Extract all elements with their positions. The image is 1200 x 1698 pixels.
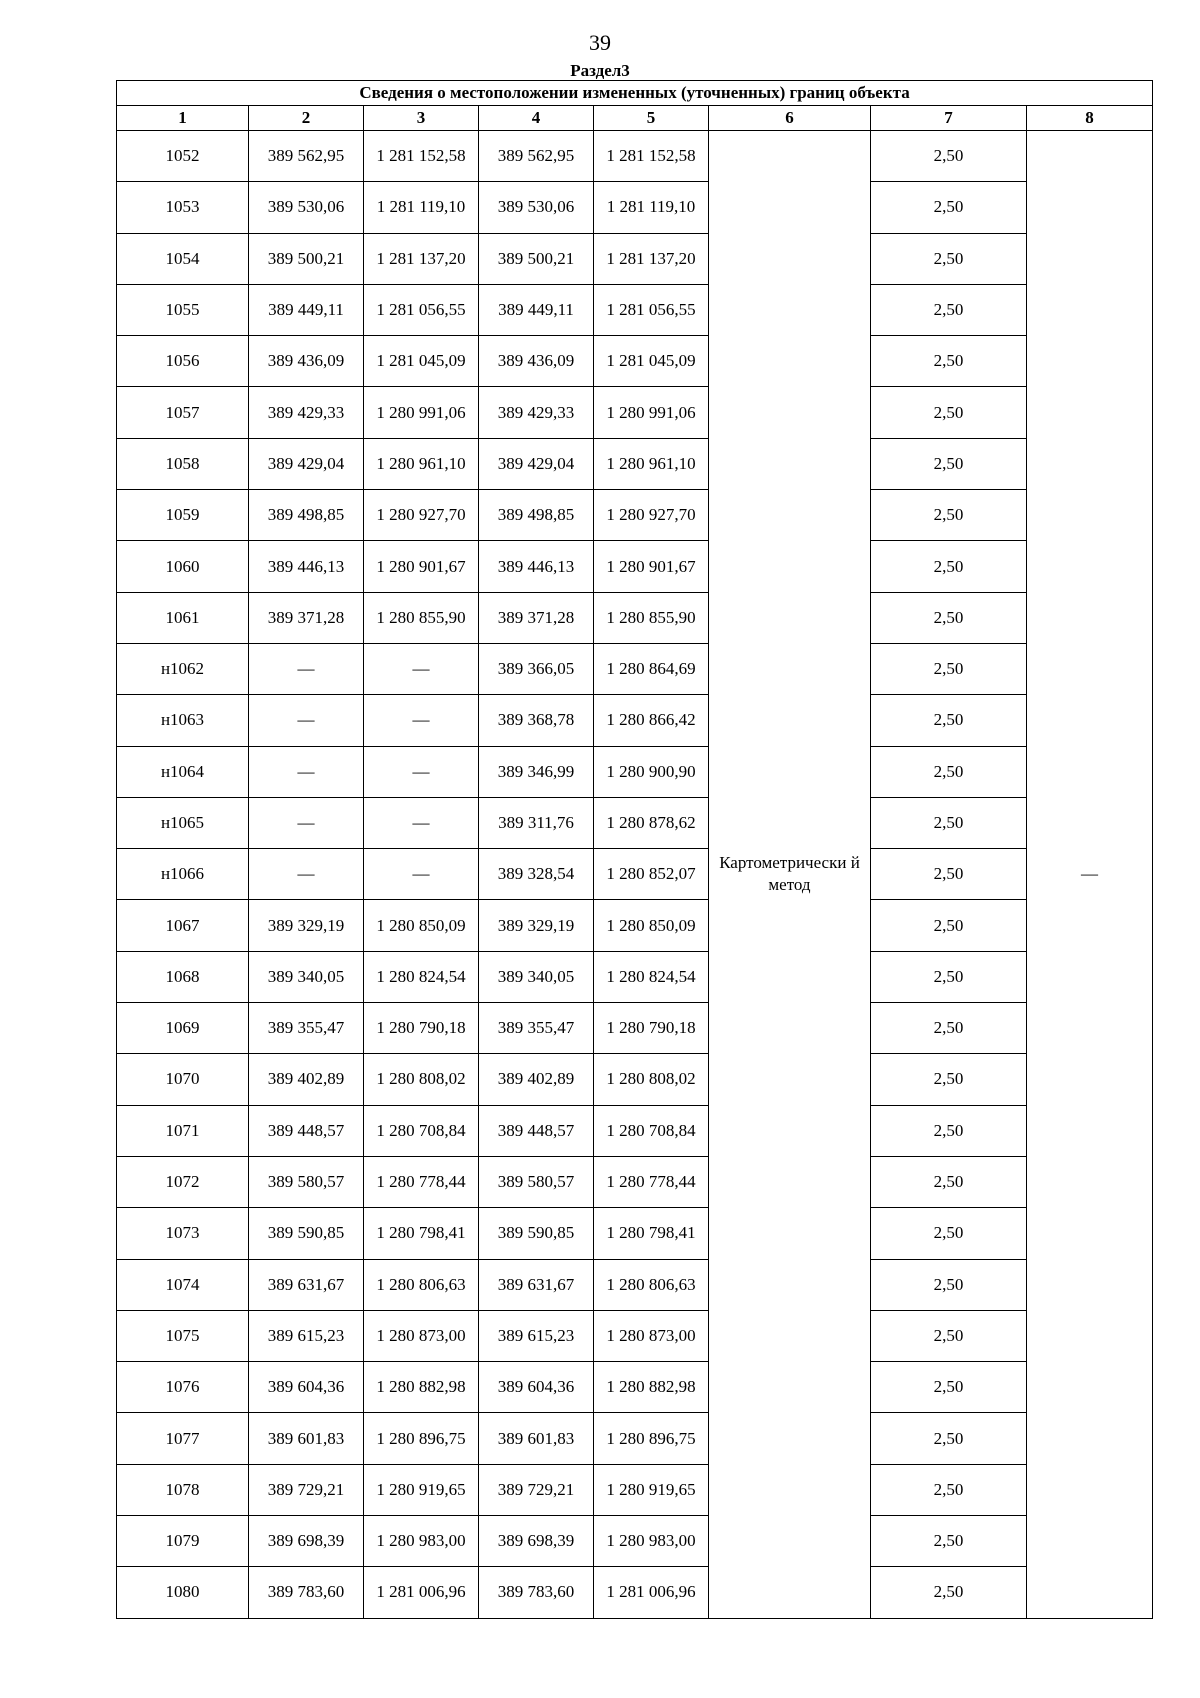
point-number-cell: 1068 (117, 951, 249, 1002)
new-x-cell: 389 590,85 (479, 1208, 594, 1259)
new-x-cell: 389 530,06 (479, 182, 594, 233)
point-number-cell: 1069 (117, 1003, 249, 1054)
table-row (117, 1003, 1153, 1054)
table-row (117, 336, 1153, 387)
table-row (117, 1567, 1153, 1618)
old-y-cell: 1 280 798,41 (364, 1208, 479, 1259)
accuracy-cell: 2,50 (871, 1567, 1027, 1618)
accuracy-cell: 2,50 (871, 849, 1027, 900)
new-x-cell: 389 368,78 (479, 695, 594, 746)
old-y-cell: 1 280 850,09 (364, 900, 479, 951)
table-row (117, 490, 1153, 541)
old-x-cell: 389 601,83 (249, 1413, 364, 1464)
new-x-cell: 389 729,21 (479, 1464, 594, 1515)
table-title: Сведения о местоположении измененных (уточненных) границ объекта (117, 81, 1153, 106)
new-y-cell: 1 280 790,18 (594, 1003, 709, 1054)
old-x-cell: 389 429,04 (249, 438, 364, 489)
table-row (117, 1054, 1153, 1105)
old-y-cell: 1 280 708,84 (364, 1105, 479, 1156)
old-x-cell: 389 530,06 (249, 182, 364, 233)
old-y-cell: 1 280 991,06 (364, 387, 479, 438)
new-y-cell: 1 280 708,84 (594, 1105, 709, 1156)
new-x-cell: 389 604,36 (479, 1362, 594, 1413)
new-x-cell: 389 346,99 (479, 746, 594, 797)
column-number-7: 7 (871, 106, 1027, 131)
point-number-cell: 1072 (117, 1156, 249, 1207)
point-number-cell: н1062 (117, 643, 249, 694)
new-x-cell: 389 601,83 (479, 1413, 594, 1464)
old-x-cell: — (249, 746, 364, 797)
new-y-cell: 1 280 855,90 (594, 592, 709, 643)
old-x-cell: 389 783,60 (249, 1567, 364, 1618)
new-y-cell: 1 280 852,07 (594, 849, 709, 900)
column-number-5: 5 (594, 106, 709, 131)
old-x-cell: 389 446,13 (249, 541, 364, 592)
point-number-cell: 1056 (117, 336, 249, 387)
point-number-cell: 1070 (117, 1054, 249, 1105)
table-row (117, 951, 1153, 1002)
point-number-cell: 1076 (117, 1362, 249, 1413)
table-row (117, 1208, 1153, 1259)
old-x-cell: — (249, 849, 364, 900)
column-number-row (117, 106, 1153, 131)
accuracy-cell: 2,50 (871, 1362, 1027, 1413)
table-row (117, 284, 1153, 335)
table-row (117, 1362, 1153, 1413)
section-heading: Раздел3 (570, 61, 630, 80)
old-x-cell: 389 590,85 (249, 1208, 364, 1259)
column-number-8: 8 (1027, 106, 1153, 131)
new-y-cell: 1 280 927,70 (594, 490, 709, 541)
old-x-cell: 389 402,89 (249, 1054, 364, 1105)
old-x-cell: 389 729,21 (249, 1464, 364, 1515)
new-x-cell: 389 402,89 (479, 1054, 594, 1105)
old-y-cell: 1 280 855,90 (364, 592, 479, 643)
table-row (117, 182, 1153, 233)
old-x-cell: 389 562,95 (249, 131, 364, 182)
old-x-cell: 389 500,21 (249, 233, 364, 284)
old-y-cell: 1 280 808,02 (364, 1054, 479, 1105)
accuracy-cell: 2,50 (871, 131, 1027, 182)
accuracy-cell: 2,50 (871, 797, 1027, 848)
old-x-cell: 389 371,28 (249, 592, 364, 643)
new-x-cell: 389 329,19 (479, 900, 594, 951)
table-row (117, 1413, 1153, 1464)
new-x-cell: 389 698,39 (479, 1516, 594, 1567)
new-y-cell: 1 280 878,62 (594, 797, 709, 848)
table-row (117, 131, 1153, 182)
point-number-cell: 1055 (117, 284, 249, 335)
old-x-cell: 389 604,36 (249, 1362, 364, 1413)
new-y-cell: 1 281 137,20 (594, 233, 709, 284)
old-x-cell: 389 498,85 (249, 490, 364, 541)
accuracy-cell: 2,50 (871, 1208, 1027, 1259)
accuracy-cell: 2,50 (871, 1516, 1027, 1567)
accuracy-cell: 2,50 (871, 746, 1027, 797)
new-y-cell: 1 281 056,55 (594, 284, 709, 335)
old-x-cell: 389 615,23 (249, 1310, 364, 1361)
new-x-cell: 389 562,95 (479, 131, 594, 182)
accuracy-cell: 2,50 (871, 490, 1027, 541)
accuracy-cell: 2,50 (871, 1310, 1027, 1361)
old-x-cell: 389 631,67 (249, 1259, 364, 1310)
old-y-cell: 1 280 927,70 (364, 490, 479, 541)
new-y-cell: 1 280 824,54 (594, 951, 709, 1002)
table-row (117, 695, 1153, 746)
point-number-cell: 1074 (117, 1259, 249, 1310)
new-y-cell: 1 281 045,09 (594, 336, 709, 387)
old-x-cell: — (249, 797, 364, 848)
accuracy-cell: 2,50 (871, 1105, 1027, 1156)
table-row (117, 746, 1153, 797)
new-x-cell: 389 429,04 (479, 438, 594, 489)
table-row (117, 387, 1153, 438)
new-x-cell: 389 355,47 (479, 1003, 594, 1054)
new-y-cell: 1 281 119,10 (594, 182, 709, 233)
table-row (117, 1105, 1153, 1156)
old-y-cell: 1 281 119,10 (364, 182, 479, 233)
old-y-cell: 1 280 961,10 (364, 438, 479, 489)
accuracy-cell: 2,50 (871, 336, 1027, 387)
old-y-cell: — (364, 695, 479, 746)
old-y-cell: 1 280 882,98 (364, 1362, 479, 1413)
new-y-cell: 1 280 919,65 (594, 1464, 709, 1515)
new-y-cell: 1 280 873,00 (594, 1310, 709, 1361)
new-y-cell: 1 280 778,44 (594, 1156, 709, 1207)
point-number-cell: н1065 (117, 797, 249, 848)
new-y-cell: 1 281 006,96 (594, 1567, 709, 1618)
new-x-cell: 389 366,05 (479, 643, 594, 694)
old-y-cell: — (364, 643, 479, 694)
accuracy-cell: 2,50 (871, 1054, 1027, 1105)
old-x-cell: 389 448,57 (249, 1105, 364, 1156)
table-row (117, 1259, 1153, 1310)
table-row (117, 1156, 1153, 1207)
point-number-cell: 1053 (117, 182, 249, 233)
accuracy-cell: 2,50 (871, 1259, 1027, 1310)
new-y-cell: 1 280 900,90 (594, 746, 709, 797)
table-row (117, 1310, 1153, 1361)
point-number-cell: 1061 (117, 592, 249, 643)
old-x-cell: — (249, 643, 364, 694)
point-number-cell: 1071 (117, 1105, 249, 1156)
boundary-coordinates-table (116, 80, 1153, 1619)
point-number-cell: 1079 (117, 1516, 249, 1567)
table-row (117, 541, 1153, 592)
new-y-cell: 1 280 991,06 (594, 387, 709, 438)
old-x-cell: 389 449,11 (249, 284, 364, 335)
old-x-cell: 389 355,47 (249, 1003, 364, 1054)
new-y-cell: 1 280 806,63 (594, 1259, 709, 1310)
accuracy-cell: 2,50 (871, 695, 1027, 746)
accuracy-cell: 2,50 (871, 643, 1027, 694)
column-number-4: 4 (479, 106, 594, 131)
old-y-cell: 1 280 873,00 (364, 1310, 479, 1361)
new-x-cell: 389 498,85 (479, 490, 594, 541)
method-cell: Картометрически й метод (709, 131, 871, 1619)
new-y-cell: 1 280 864,69 (594, 643, 709, 694)
table-body (117, 131, 1153, 1619)
new-x-cell: 389 500,21 (479, 233, 594, 284)
accuracy-cell: 2,50 (871, 284, 1027, 335)
old-y-cell: 1 280 919,65 (364, 1464, 479, 1515)
new-x-cell: 389 328,54 (479, 849, 594, 900)
old-x-cell: 389 580,57 (249, 1156, 364, 1207)
table-row (117, 592, 1153, 643)
old-y-cell: 1 280 790,18 (364, 1003, 479, 1054)
point-number-cell: 1060 (117, 541, 249, 592)
old-x-cell: 389 698,39 (249, 1516, 364, 1567)
old-x-cell: — (249, 695, 364, 746)
table-row (117, 797, 1153, 848)
old-y-cell: — (364, 746, 479, 797)
new-y-cell: 1 280 882,98 (594, 1362, 709, 1413)
new-y-cell: 1 280 983,00 (594, 1516, 709, 1567)
accuracy-cell: 2,50 (871, 1156, 1027, 1207)
new-y-cell: 1 280 798,41 (594, 1208, 709, 1259)
page-number: 39 (589, 30, 611, 55)
accuracy-cell: 2,50 (871, 951, 1027, 1002)
new-y-cell: 1 280 850,09 (594, 900, 709, 951)
accuracy-cell: 2,50 (871, 900, 1027, 951)
old-y-cell: 1 281 056,55 (364, 284, 479, 335)
point-number-cell: 1080 (117, 1567, 249, 1618)
old-y-cell: 1 281 137,20 (364, 233, 479, 284)
table-row (117, 1516, 1153, 1567)
new-x-cell: 389 615,23 (479, 1310, 594, 1361)
new-x-cell: 389 436,09 (479, 336, 594, 387)
old-y-cell: 1 280 901,67 (364, 541, 479, 592)
point-number-cell: 1054 (117, 233, 249, 284)
new-x-cell: 389 340,05 (479, 951, 594, 1002)
old-x-cell: 389 429,33 (249, 387, 364, 438)
old-y-cell: 1 280 824,54 (364, 951, 479, 1002)
new-x-cell: 389 371,28 (479, 592, 594, 643)
point-number-cell: 1077 (117, 1413, 249, 1464)
column-number-3: 3 (364, 106, 479, 131)
column-number-6: 6 (709, 106, 871, 131)
old-y-cell: 1 281 006,96 (364, 1567, 479, 1618)
point-number-cell: 1057 (117, 387, 249, 438)
new-y-cell: 1 281 152,58 (594, 131, 709, 182)
point-number-cell: 1075 (117, 1310, 249, 1361)
point-number-cell: 1059 (117, 490, 249, 541)
column-number-1: 1 (117, 106, 249, 131)
accuracy-cell: 2,50 (871, 387, 1027, 438)
table-row (117, 233, 1153, 284)
new-x-cell: 389 448,57 (479, 1105, 594, 1156)
old-y-cell: 1 280 983,00 (364, 1516, 479, 1567)
accuracy-cell: 2,50 (871, 541, 1027, 592)
point-number-cell: 1052 (117, 131, 249, 182)
new-y-cell: 1 280 866,42 (594, 695, 709, 746)
point-number-cell: н1066 (117, 849, 249, 900)
column-number-2: 2 (249, 106, 364, 131)
old-y-cell: 1 280 778,44 (364, 1156, 479, 1207)
accuracy-cell: 2,50 (871, 1464, 1027, 1515)
new-x-cell: 389 631,67 (479, 1259, 594, 1310)
accuracy-cell: 2,50 (871, 592, 1027, 643)
new-x-cell: 389 783,60 (479, 1567, 594, 1618)
table-row (117, 643, 1153, 694)
old-x-cell: 389 436,09 (249, 336, 364, 387)
new-x-cell: 389 429,33 (479, 387, 594, 438)
column8-cell: — (1027, 131, 1153, 1619)
table-row (117, 1464, 1153, 1515)
old-y-cell: 1 280 806,63 (364, 1259, 479, 1310)
old-x-cell: 389 329,19 (249, 900, 364, 951)
new-y-cell: 1 280 896,75 (594, 1413, 709, 1464)
table-row (117, 438, 1153, 489)
accuracy-cell: 2,50 (871, 438, 1027, 489)
table-row (117, 900, 1153, 951)
point-number-cell: 1078 (117, 1464, 249, 1515)
new-x-cell: 389 446,13 (479, 541, 594, 592)
new-y-cell: 1 280 808,02 (594, 1054, 709, 1105)
old-y-cell: 1 281 152,58 (364, 131, 479, 182)
accuracy-cell: 2,50 (871, 1003, 1027, 1054)
point-number-cell: 1073 (117, 1208, 249, 1259)
accuracy-cell: 2,50 (871, 1413, 1027, 1464)
point-number-cell: н1063 (117, 695, 249, 746)
table-row (117, 849, 1153, 900)
point-number-cell: 1058 (117, 438, 249, 489)
old-y-cell: — (364, 849, 479, 900)
old-y-cell: 1 280 896,75 (364, 1413, 479, 1464)
point-number-cell: н1064 (117, 746, 249, 797)
new-y-cell: 1 280 961,10 (594, 438, 709, 489)
new-x-cell: 389 580,57 (479, 1156, 594, 1207)
accuracy-cell: 2,50 (871, 233, 1027, 284)
old-x-cell: 389 340,05 (249, 951, 364, 1002)
new-x-cell: 389 311,76 (479, 797, 594, 848)
accuracy-cell: 2,50 (871, 182, 1027, 233)
new-x-cell: 389 449,11 (479, 284, 594, 335)
old-y-cell: 1 281 045,09 (364, 336, 479, 387)
point-number-cell: 1067 (117, 900, 249, 951)
new-y-cell: 1 280 901,67 (594, 541, 709, 592)
old-y-cell: — (364, 797, 479, 848)
